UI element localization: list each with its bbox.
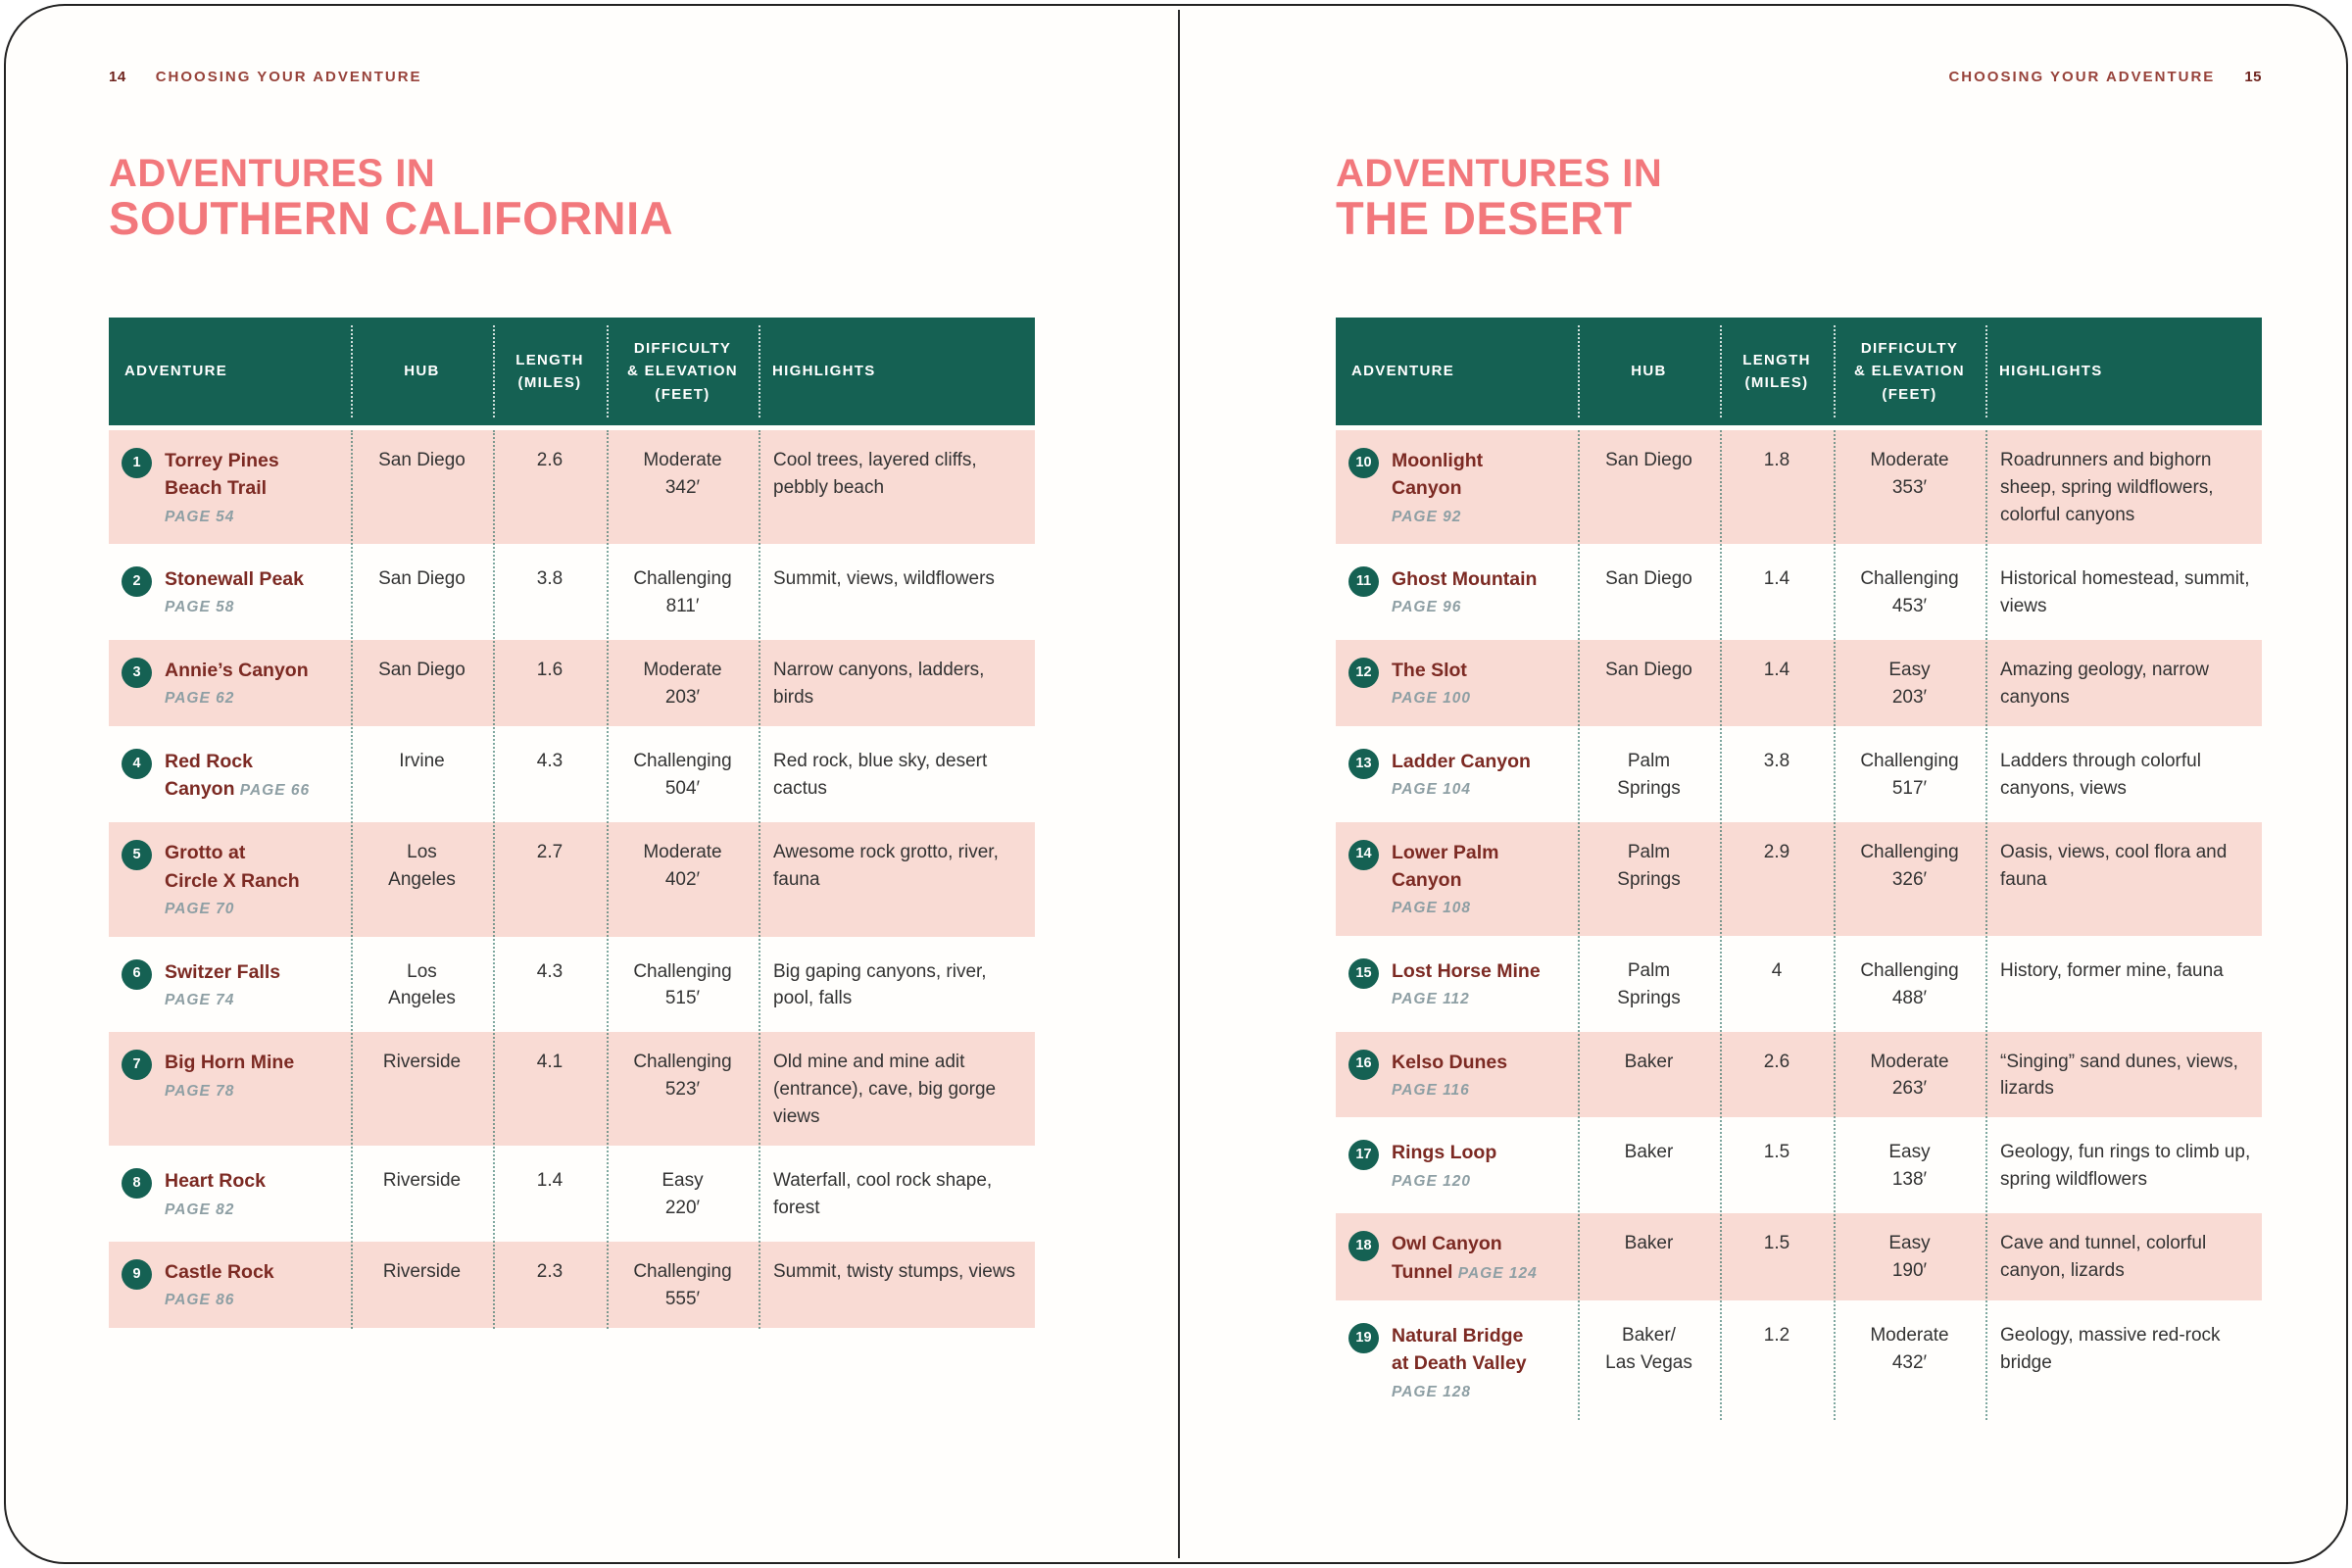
cell-highlights: Amazing geology, narrow canyons (1985, 637, 2262, 728)
number-badge: 19 (1348, 1323, 1379, 1353)
column-header-adventure: ADVENTURE (109, 318, 351, 428)
cell-difficulty-elevation: Moderate 342′ (607, 428, 759, 547)
page-reference: PAGE 104 (1392, 781, 1471, 799)
table-row (109, 428, 1035, 547)
adventure-name: Heart Rock (165, 1170, 266, 1193)
cell-hub: Palm Springs (1578, 938, 1720, 1029)
number-badge: 7 (122, 1050, 152, 1080)
table-row (109, 1240, 1035, 1331)
title-line-1: ADVENTURES IN (1336, 152, 1663, 195)
page-number: 15 (2244, 69, 2262, 85)
section-title-desert (1336, 153, 1662, 243)
cell-difficulty-elevation: Challenging 811′ (607, 547, 759, 638)
cell-difficulty-elevation: Challenging 488′ (1834, 938, 1985, 1029)
header-row (109, 318, 1035, 428)
cell-highlights: Geology, fun rings to climb up, spring wildflowers (1985, 1120, 2262, 1211)
cell-difficulty-elevation: Easy 220′ (607, 1149, 759, 1240)
cell-adventure (1336, 1302, 1578, 1421)
cell-difficulty-elevation: Easy 190′ (1834, 1211, 1985, 1303)
number-badge: 18 (1348, 1231, 1379, 1261)
cell-length: 1.4 (1720, 547, 1834, 638)
adventure-name: Stonewall Peak (165, 568, 304, 591)
page-reference: PAGE 86 (165, 1292, 235, 1309)
cell-adventure (1336, 428, 1578, 547)
page-left (109, 6, 1035, 1562)
running-head-text: CHOOSING YOUR ADVENTURE (155, 69, 422, 85)
cell-highlights: Ladders through colorful canyons, views (1985, 728, 2262, 819)
cell-hub: San Diego (351, 547, 493, 638)
cell-length: 4.1 (493, 1030, 607, 1149)
cell-highlights: Roadrunners and bighorn sheep, spring wildflowers, colorful canyons (1985, 428, 2262, 547)
cell-difficulty-elevation: Moderate 353′ (1834, 428, 1985, 547)
cell-length: 3.8 (1720, 728, 1834, 819)
cell-hub: San Diego (1578, 428, 1720, 547)
cell-difficulty-elevation: Challenging 517′ (1834, 728, 1985, 819)
cell-highlights: Cave and tunnel, colorful canyon, lizards (1985, 1211, 2262, 1303)
cell-length: 1.5 (1720, 1211, 1834, 1303)
adventure-name: Switzer Falls (165, 960, 281, 983)
column-header-hub: HUB (1578, 318, 1720, 428)
number-badge: 1 (122, 448, 152, 478)
table-row (1336, 938, 2262, 1029)
cell-hub: Baker (1578, 1029, 1720, 1120)
cell-hub: Baker (1578, 1211, 1720, 1303)
page-reference: PAGE 78 (165, 1082, 235, 1100)
cell-hub: Irvine (351, 728, 493, 820)
number-badge: 10 (1348, 448, 1379, 478)
adventure-table (1336, 318, 2262, 1424)
cell-highlights: “Singing” sand dunes, views, lizards (1985, 1029, 2262, 1120)
number-badge: 6 (122, 959, 152, 990)
cell-highlights: Red rock, blue sky, desert cactus (759, 728, 1035, 820)
adventure-table (109, 318, 1035, 1333)
page-reference: PAGE 82 (165, 1200, 235, 1218)
cell-adventure (109, 1030, 351, 1149)
number-badge: 8 (122, 1168, 152, 1199)
column-header-hub: HUB (351, 318, 493, 428)
number-badge: 3 (122, 658, 152, 688)
cell-adventure (109, 820, 351, 939)
adventure-name: Ladder Canyon (1392, 750, 1531, 772)
cell-length: 1.2 (1720, 1302, 1834, 1421)
table-row (1336, 1211, 2262, 1303)
number-badge: 4 (122, 749, 152, 779)
cell-adventure (1336, 1120, 1578, 1211)
cell-hub: San Diego (1578, 547, 1720, 638)
title-line-1: ADVENTURES IN (109, 152, 436, 195)
table-row (1336, 728, 2262, 819)
page-reference: PAGE 112 (1392, 991, 1470, 1008)
title-line-2: SOUTHERN CALIFORNIA (109, 192, 674, 245)
table-row (109, 1030, 1035, 1149)
cell-length: 1.8 (1720, 428, 1834, 547)
number-badge: 5 (122, 840, 152, 870)
cell-difficulty-elevation: Challenging 515′ (607, 939, 759, 1030)
cell-hub: Baker/ Las Vegas (1578, 1302, 1720, 1421)
title-line-2: THE DESERT (1336, 192, 1633, 245)
cell-highlights: Summit, views, wildflowers (759, 547, 1035, 638)
number-badge: 13 (1348, 749, 1379, 779)
cell-adventure (109, 939, 351, 1030)
cell-adventure (1336, 1211, 1578, 1303)
cell-highlights: Old mine and mine adit (entrance), cave, big gorge views (759, 1030, 1035, 1149)
adventure-name: Kelso Dunes (1392, 1051, 1508, 1073)
page-reference: PAGE 128 (1392, 1383, 1471, 1400)
adventure-name: Big Horn Mine (165, 1052, 295, 1074)
cell-hub: Riverside (351, 1030, 493, 1149)
cell-adventure (109, 1149, 351, 1240)
page-number: 14 (109, 69, 126, 85)
page-reference: PAGE 108 (1392, 900, 1471, 917)
cell-highlights: Oasis, views, cool flora and fauna (1985, 819, 2262, 938)
cell-hub: Palm Springs (1578, 728, 1720, 819)
column-header-difficulty: DIFFICULTY & ELEVATION (FEET) (607, 318, 759, 428)
cell-length: 1.5 (1720, 1120, 1834, 1211)
cell-hub: San Diego (1578, 637, 1720, 728)
column-header-length: LENGTH (MILES) (1720, 318, 1834, 428)
section-title-socal (109, 153, 673, 243)
adventure-name: Lost Horse Mine (1392, 959, 1541, 982)
adventure-name: Annie’s Canyon (165, 659, 309, 681)
page-reference: PAGE 70 (165, 901, 235, 918)
column-header-length: LENGTH (MILES) (493, 318, 607, 428)
column-header-highlights: HIGHLIGHTS (759, 318, 1035, 428)
cell-highlights: Big gaping canyons, river, pool, falls (759, 939, 1035, 1030)
cell-length: 2.6 (1720, 1029, 1834, 1120)
cell-hub: San Diego (351, 637, 493, 728)
table-row (1336, 428, 2262, 547)
adventure-table-desert (1336, 318, 2262, 1424)
cell-adventure (109, 637, 351, 728)
adventure-table-socal (109, 318, 1035, 1333)
column-header-highlights: HIGHLIGHTS (1985, 318, 2262, 428)
running-head-text: CHOOSING YOUR ADVENTURE (1948, 69, 2216, 85)
cell-highlights: History, former mine, fauna (1985, 938, 2262, 1029)
cell-adventure (109, 728, 351, 820)
cell-highlights: Cool trees, layered cliffs, pebbly beach (759, 428, 1035, 547)
page-reference: PAGE 100 (1392, 690, 1471, 708)
cell-hub: Baker (1578, 1120, 1720, 1211)
page-reference: PAGE 66 (239, 782, 311, 800)
table-row (1336, 819, 2262, 938)
cell-length: 2.6 (493, 428, 607, 547)
table-row (109, 728, 1035, 820)
page-reference: PAGE 116 (1392, 1081, 1470, 1099)
cell-adventure (109, 547, 351, 638)
adventure-name: Lower Palm Canyon (1392, 841, 1499, 891)
cell-difficulty-elevation: Challenging 523′ (607, 1030, 759, 1149)
table-row (1336, 1120, 2262, 1211)
cell-highlights: Historical homestead, summit, views (1985, 547, 2262, 638)
cell-difficulty-elevation: Easy 203′ (1834, 637, 1985, 728)
cell-highlights: Narrow canyons, ladders, birds (759, 637, 1035, 728)
page-reference: PAGE 92 (1392, 508, 1462, 525)
cell-difficulty-elevation: Challenging 555′ (607, 1240, 759, 1331)
adventure-name: Red Rock Canyon (165, 750, 253, 801)
adventure-name: Torrey Pines Beach Trail (165, 450, 279, 500)
page-reference: PAGE 58 (165, 599, 235, 616)
adventure-name: Moonlight Canyon (1392, 450, 1484, 500)
cell-length: 1.4 (493, 1149, 607, 1240)
cell-hub: Riverside (351, 1149, 493, 1240)
running-head-right (1336, 69, 2262, 85)
adventure-name: Ghost Mountain (1392, 568, 1538, 591)
column-header-difficulty: DIFFICULTY & ELEVATION (FEET) (1834, 318, 1985, 428)
table-row (109, 820, 1035, 939)
cell-difficulty-elevation: Easy 138′ (1834, 1120, 1985, 1211)
number-badge: 9 (122, 1259, 152, 1290)
number-badge: 12 (1348, 658, 1379, 688)
adventure-name: Grotto at Circle X Ranch (165, 842, 300, 892)
cell-highlights: Summit, twisty stumps, views (759, 1240, 1035, 1331)
cell-length: 3.8 (493, 547, 607, 638)
table-row (1336, 547, 2262, 638)
cell-length: 4.3 (493, 939, 607, 1030)
table-row (109, 1149, 1035, 1240)
cell-difficulty-elevation: Challenging 504′ (607, 728, 759, 820)
cell-highlights: Waterfall, cool rock shape, forest (759, 1149, 1035, 1240)
cell-length: 1.6 (493, 637, 607, 728)
table-row (1336, 1029, 2262, 1120)
page-reference: PAGE 74 (165, 991, 235, 1008)
cell-hub: Los Angeles (351, 939, 493, 1030)
page-reference: PAGE 120 (1392, 1172, 1471, 1190)
table-row (109, 637, 1035, 728)
page-reference: PAGE 54 (165, 508, 235, 525)
cell-adventure (109, 1240, 351, 1331)
adventure-name: Owl Canyon Tunnel (1392, 1233, 1502, 1283)
cell-length: 2.9 (1720, 819, 1834, 938)
cell-hub: Riverside (351, 1240, 493, 1331)
column-header-adventure: ADVENTURE (1336, 318, 1578, 428)
table-row (1336, 1302, 2262, 1421)
number-badge: 16 (1348, 1050, 1379, 1080)
page-reference: PAGE 124 (1457, 1264, 1538, 1282)
number-badge: 2 (122, 566, 152, 597)
cell-length: 4 (1720, 938, 1834, 1029)
cell-difficulty-elevation: Challenging 453′ (1834, 547, 1985, 638)
cell-adventure (1336, 819, 1578, 938)
book-spread (4, 4, 2348, 1564)
cell-highlights: Geology, massive red-rock bridge (1985, 1302, 2262, 1421)
table-row (1336, 637, 2262, 728)
cell-adventure (1336, 637, 1578, 728)
table-row (109, 547, 1035, 638)
number-badge: 14 (1348, 840, 1379, 870)
page-reference: PAGE 62 (165, 690, 235, 708)
page-gutter (1178, 10, 1180, 1558)
cell-hub: Los Angeles (351, 820, 493, 939)
cell-difficulty-elevation: Moderate 263′ (1834, 1029, 1985, 1120)
header-row (1336, 318, 2262, 428)
adventure-name: Natural Bridge at Death Valley (1392, 1324, 1527, 1375)
cell-difficulty-elevation: Moderate 203′ (607, 637, 759, 728)
page-right (1336, 6, 2262, 1562)
cell-adventure (1336, 1029, 1578, 1120)
cell-hub: Palm Springs (1578, 819, 1720, 938)
cell-difficulty-elevation: Challenging 326′ (1834, 819, 1985, 938)
table-row (109, 939, 1035, 1030)
cell-adventure (1336, 547, 1578, 638)
adventure-name: Castle Rock (165, 1261, 274, 1284)
cell-length: 4.3 (493, 728, 607, 820)
cell-length: 1.4 (1720, 637, 1834, 728)
number-badge: 15 (1348, 958, 1379, 989)
number-badge: 11 (1348, 566, 1379, 597)
cell-length: 2.7 (493, 820, 607, 939)
cell-adventure (109, 428, 351, 547)
cell-highlights: Awesome rock grotto, river, fauna (759, 820, 1035, 939)
cell-adventure (1336, 938, 1578, 1029)
page-reference: PAGE 96 (1392, 599, 1462, 616)
cell-hub: San Diego (351, 428, 493, 547)
cell-adventure (1336, 728, 1578, 819)
number-badge: 17 (1348, 1140, 1379, 1170)
running-head-left (109, 69, 1035, 85)
cell-difficulty-elevation: Moderate 432′ (1834, 1302, 1985, 1421)
adventure-name: The Slot (1392, 659, 1467, 681)
adventure-name: Rings Loop (1392, 1142, 1497, 1164)
cell-length: 2.3 (493, 1240, 607, 1331)
cell-difficulty-elevation: Moderate 402′ (607, 820, 759, 939)
